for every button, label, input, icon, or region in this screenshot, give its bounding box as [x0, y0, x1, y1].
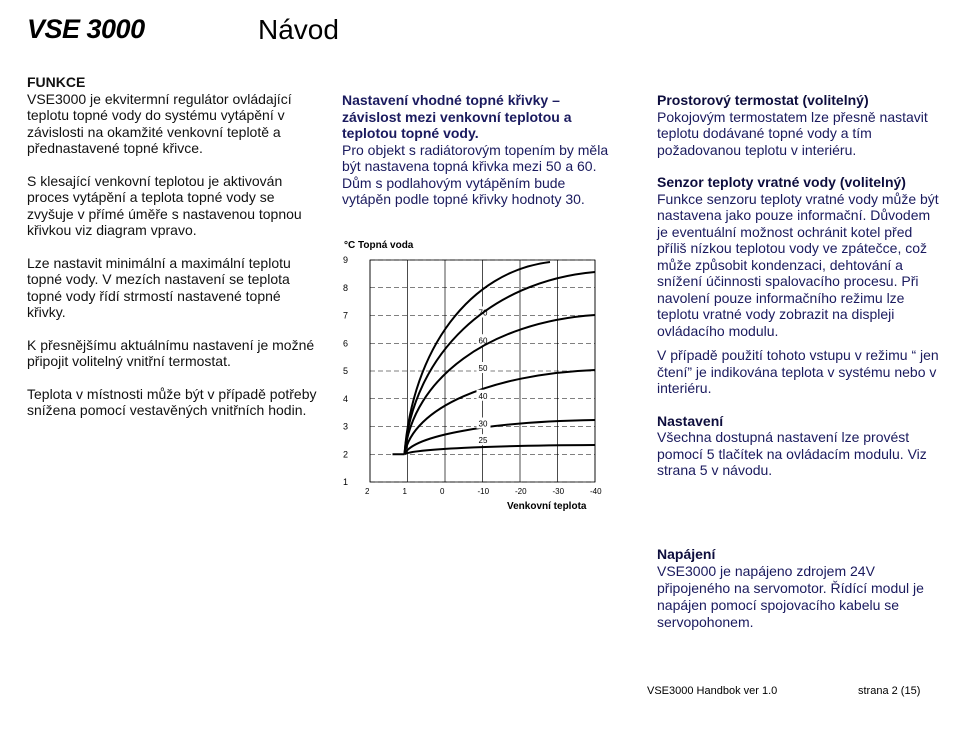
function-heading: FUNKCE — [27, 74, 86, 90]
settings-text: Všechna dostupná nastavení lze provést pomocí 5 tlačítek na ovládacím modulu. Viz strana 5 v návodu. — [657, 429, 927, 478]
curve-label: 60 — [478, 336, 488, 346]
right-column — [657, 92, 942, 495]
power-section — [657, 546, 942, 631]
x-tick-label: -20 — [515, 487, 527, 496]
function-paragraph-4: Teplota v místnosti může být v případě potřeby snížena pomocí vestavěných vnitřních hodin. — [27, 385, 317, 418]
y-tick-label: 2 — [343, 449, 349, 460]
x-tick-label: 2 — [365, 487, 370, 496]
curve-paragraph-1: Pro objekt s radiátorovým topením by měla být nastavena topná křivka mezi 50 a 60. — [342, 141, 609, 174]
read-only-text: V případě použití tohoto vstupu v režimu “ jen čtení” je indikována teplota v systému nebo v interiéru. — [657, 347, 939, 396]
left-column — [27, 74, 317, 435]
curve-heading: Nastavení vhodné topné křivky – závislost mezi venkovní teplotou a teplotou topné vody. — [342, 92, 572, 141]
x-tick-label: -10 — [477, 487, 490, 496]
heating-curve — [405, 370, 596, 454]
document-title: Návod — [258, 14, 339, 45]
function-paragraph-2: Lze nastavit minimální a maximální teplotu topné vody. V mezích nastavení se teplota topné vody řídí strmostí nastavené topné křivky. — [27, 254, 291, 320]
middle-column — [342, 92, 612, 208]
y-tick-label: 8 — [343, 282, 349, 293]
thermostat-text: Pokojovým termostatem lze přesně nastavit teplotu dodávané topné vody a tím požadovanou teplotu v interiéru. — [657, 108, 928, 158]
curve-label: 25 — [478, 436, 488, 446]
y-tick-label: 1 — [343, 477, 349, 487]
y-tick-label: 3 — [343, 421, 349, 432]
function-intro: VSE3000 je ekvitermní regulátor ovládající teplotu topné vody do systému vytápění v závislosti na okamžité venkovní teplotě a přednastavené topné křivce. — [27, 90, 292, 156]
curve-label: 50 — [478, 364, 488, 373]
heating-curve — [405, 272, 596, 454]
footer-page: strana 2 (15) — [858, 685, 921, 697]
x-tick-label: 1 — [402, 487, 407, 496]
chart-xlabel: Venkovní teplota — [507, 501, 587, 512]
curve-label: 70 — [478, 308, 488, 318]
chart-x-ticks — [365, 487, 602, 496]
chart-curves — [393, 262, 596, 454]
return-sensor-heading: Senzor teploty vratné vody (volitelný) — [657, 174, 906, 190]
return-sensor-text: Funkce senzoru teploty vratné vody může být nastavena jako pouze informační. Důvodem je eventuální možnost ochránit kotel před příliš nízkou teplotou vody ve zpátečce, což může způsobit kondenzaci, dehtování a snížení účinnosti spalovacího procesu. Při navolení pouze informačního režimu lze teplotu vratné vody zobrazit na displeji ovládacího modulu. — [657, 190, 939, 339]
y-tick-label: 4 — [343, 393, 349, 404]
x-tick-label: -40 — [590, 487, 602, 496]
thermostat-heading: Prostorový termostat (volitelný) — [657, 92, 869, 108]
brand-title: VSE 3000 — [27, 14, 145, 44]
heating-curve-chart — [330, 232, 610, 522]
heating-curve — [405, 445, 596, 454]
x-tick-label: -30 — [552, 487, 565, 496]
power-heading: Napájení — [657, 546, 716, 562]
footer-version: VSE3000 Handbok ver 1.0 — [647, 685, 778, 697]
y-tick-label: 7 — [343, 310, 349, 321]
curve-label: 30 — [478, 419, 488, 429]
chart-ylabel: °C Topná voda — [344, 240, 414, 251]
curve-label: 40 — [478, 391, 488, 401]
power-text: VSE3000 je napájeno zdrojem 24V připojeného na servomotor. Řídící modul je napájen pomocí spojovacího kabelu se servopohonem. — [657, 563, 924, 630]
y-tick-label: 5 — [343, 366, 349, 376]
settings-heading: Nastavení — [657, 412, 724, 429]
curve-paragraph-2: Dům s podlahovým vytápěním bude vytápěn podle topné křivky hodnoty 30. — [342, 174, 585, 207]
chart-y-ticks — [343, 255, 348, 487]
y-tick-label: 9 — [343, 255, 349, 265]
x-tick-label: 0 — [440, 487, 445, 496]
y-tick-label: 6 — [343, 338, 349, 349]
function-paragraph-1: S klesající venkovní teplotou je aktivován proces vytápění a teplota topné vody se zvyšuje v přímé úměře s nastavenou topnou křivkou viz diagram vpravo. — [27, 172, 302, 238]
heating-curve — [405, 315, 596, 454]
function-paragraph-3: K přesnějšímu aktuálnímu nastavení je možné připojit volitelný vnitřní termostat. — [27, 336, 315, 369]
